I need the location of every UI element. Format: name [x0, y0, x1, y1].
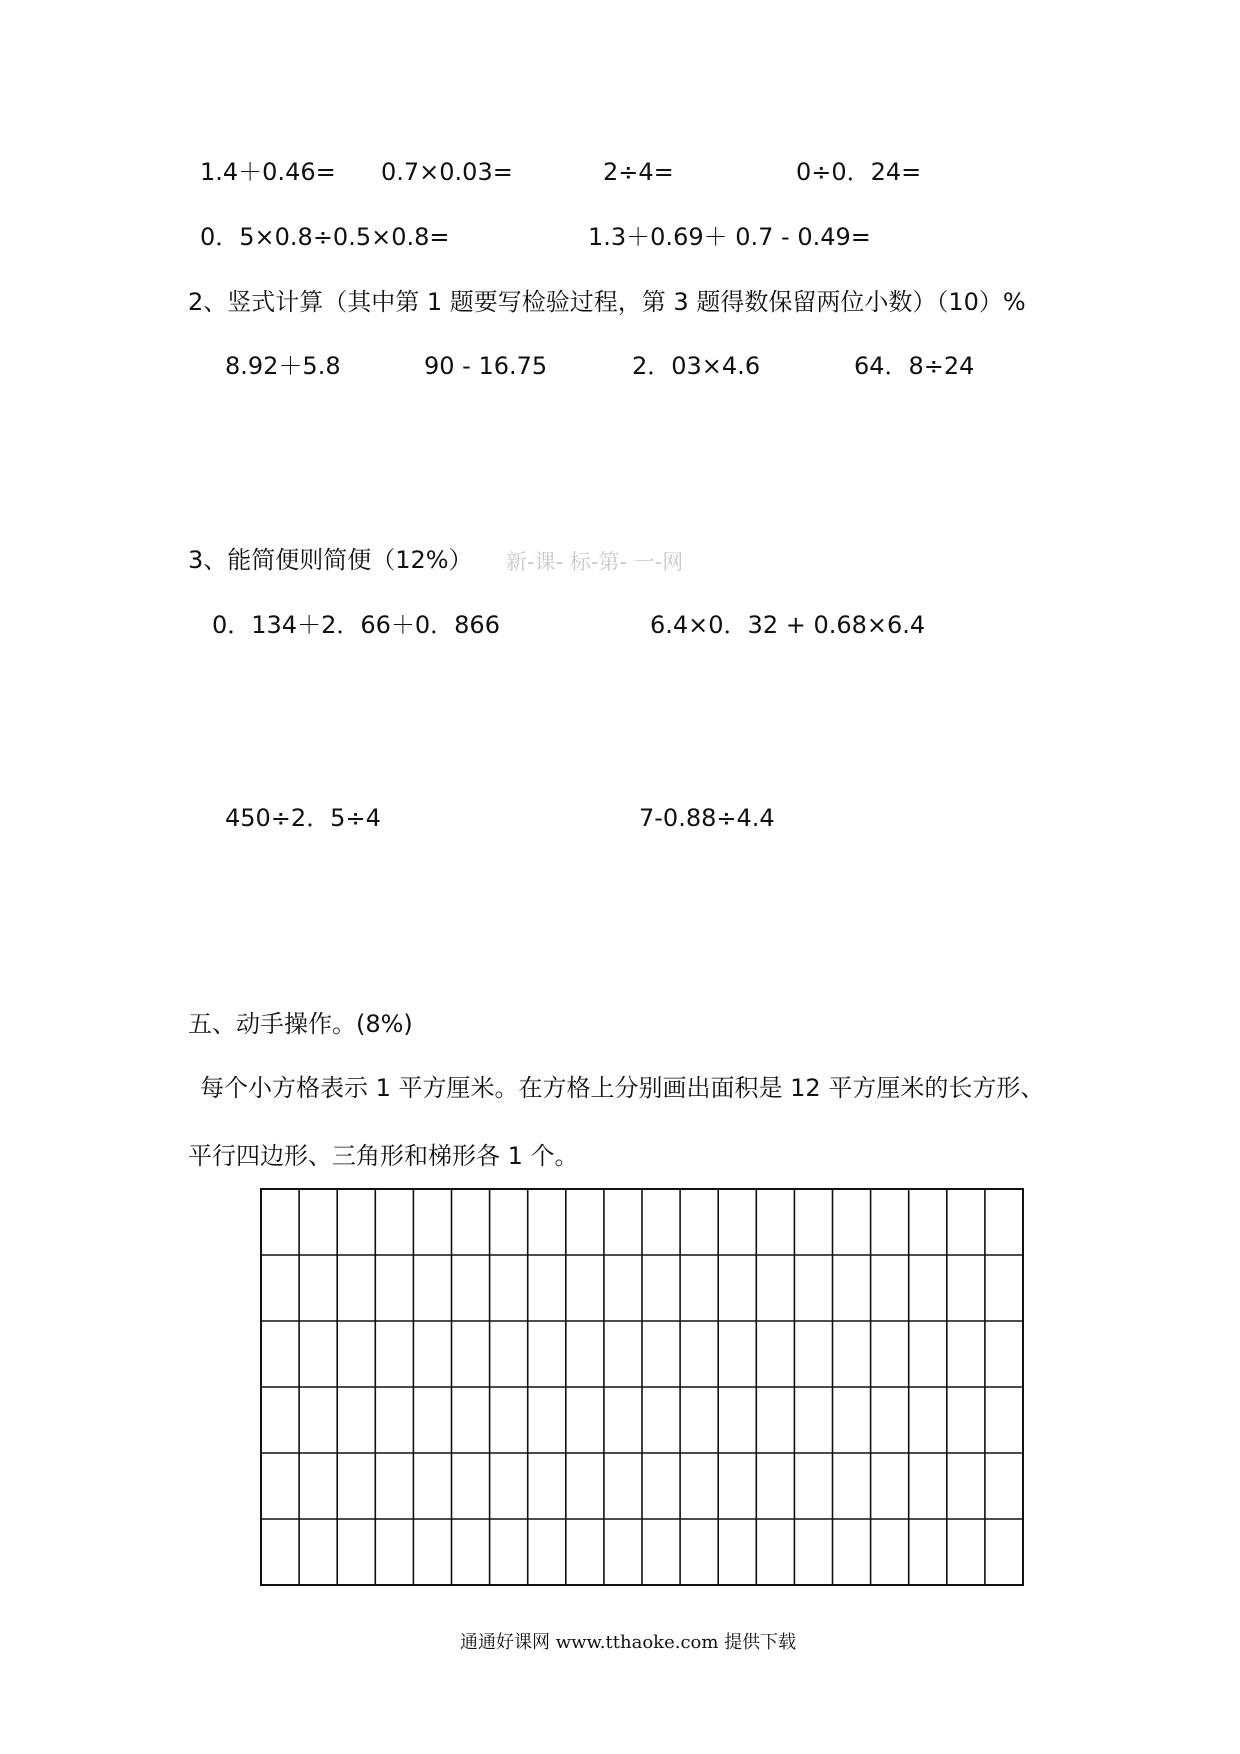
- section5-title: 五、动手操作。(8%): [188, 1010, 413, 1038]
- section5-instruction-line2: 平行四边形、三角形和梯形各 1 个。: [188, 1142, 579, 1170]
- section3-problem-2: 6.4×0．32 + 0.68×6.4: [650, 611, 926, 639]
- watermark-text: 新-课- 标-第- 一-网: [506, 550, 684, 574]
- footer-text: 通通好课网 www.tthaoke.com 提供下载: [460, 1632, 797, 1653]
- section3-title: 3、能简便则简便（12%）: [188, 546, 473, 574]
- section2-problem-3: 2．03×4.6: [632, 352, 761, 380]
- section3-problem-1: 0．134＋2．66＋0．866: [212, 611, 500, 639]
- oral-calc-4: 0÷0．24=: [796, 158, 922, 186]
- oral-calc-3: 2÷4=: [603, 158, 674, 186]
- section5-instruction-line1: 每个小方格表示 1 平方厘米。在方格上分别画出面积是 12 平方厘米的长方形、: [200, 1074, 1045, 1102]
- oral-calc-1: 1.4＋0.46=: [200, 158, 336, 186]
- section3-problem-4: 7-0.88÷4.4: [639, 804, 775, 832]
- section2-title: 2、竖式计算（其中第 1 题要写检验过程，第 3 题得数保留两位小数）（10）%: [188, 288, 1026, 316]
- section2-problem-4: 64．8÷24: [854, 352, 975, 380]
- oral-calc-5: 0．5×0.8÷0.5×0.8=: [200, 223, 450, 251]
- section2-problem-1: 8.92＋5.8: [225, 352, 341, 380]
- section2-problem-2: 90 - 16.75: [424, 352, 548, 380]
- oral-calc-2: 0.7×0.03=: [381, 158, 513, 186]
- section3-problem-3: 450÷2．5÷4: [225, 804, 381, 832]
- oral-calc-6: 1.3＋0.69＋ 0.7 - 0.49=: [588, 223, 871, 251]
- drawing-grid[interactable]: [260, 1188, 1024, 1586]
